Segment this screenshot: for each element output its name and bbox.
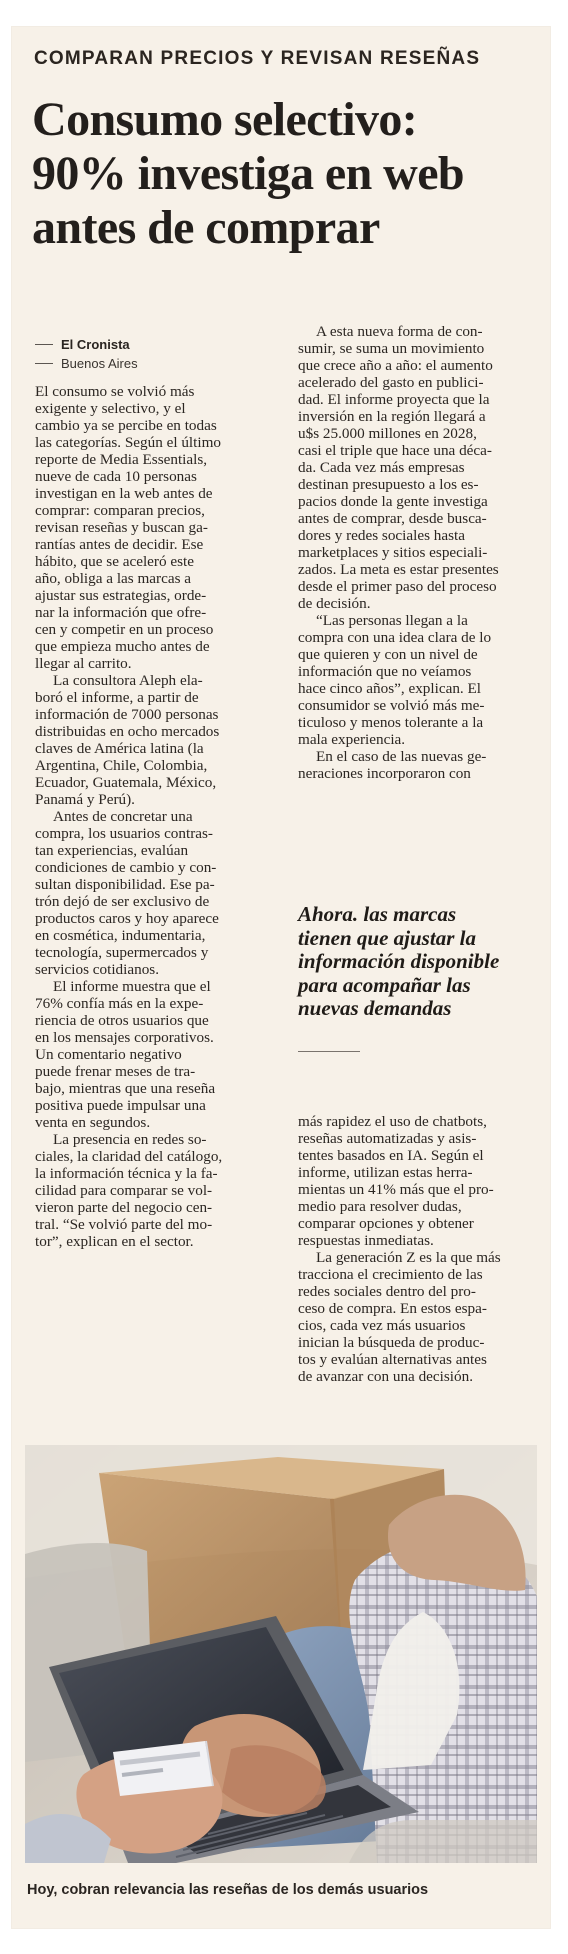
article-line: 76% confía más en la expe- (35, 995, 204, 1012)
location-row (35, 354, 255, 373)
article-line: compra, los usuarios contras- (35, 825, 213, 842)
article-line: llegar al carrito. (35, 655, 132, 672)
article-line: ticuloso y menos tolerante a la (298, 714, 484, 731)
article-line: puede frenar meses de tra- (35, 1063, 196, 1080)
article-line: tor”, explican en el sector. (35, 1233, 194, 1250)
article-line: boró el informe, a partir de (35, 689, 199, 706)
article-line: productos caros y hoy aparece (35, 910, 219, 927)
article-line: las categorías. Según el último (35, 434, 222, 451)
article-line: ajustar sus estrategias, orde- (35, 587, 207, 604)
article-line: marketplaces y sitios especiali- (298, 544, 488, 561)
article-line: cios, cada vez más usuarios (298, 1317, 466, 1334)
article-line: da. Cada vez más empresas (298, 459, 465, 476)
right-column-bottom (298, 1113, 548, 1385)
article-line: zados. La meta es estar presentes (298, 561, 499, 578)
article-line: información de 7000 personas (35, 706, 219, 723)
article-line: Argentina, Chile, Colombia, (35, 757, 208, 774)
article-line: hace cinco años”, explican. El (298, 680, 482, 697)
article-line: tan experiencias, evalúan (35, 842, 189, 859)
article-line: Antes de concretar una (53, 808, 193, 825)
article-line: tral. “Se volvió parte del mo- (35, 1216, 213, 1233)
article-line: El informe muestra que el (53, 978, 211, 995)
article-line: trón dejó de ser exclusivo de (35, 893, 210, 910)
article-line: destinan presupuesto a los es- (298, 476, 479, 493)
article-line: compra con una idea clara de lo (298, 629, 492, 646)
article-line: Un comentario negativo (35, 1046, 182, 1063)
article-line: año, obliga a las marcas a (35, 570, 192, 587)
article-line: exigente y selectivo, y el (35, 400, 186, 417)
pull-quote-line: Ahora. las marcas (298, 902, 457, 926)
article-line: que crece año a año: el aumento (298, 357, 493, 374)
article-line: reporte de Media Essentials, (35, 451, 208, 468)
article-line: de avanzar con una decisión. (298, 1368, 473, 1385)
article-line: en los mensajes corporativos. (35, 1029, 214, 1046)
article-line: nueve de cada 10 personas (35, 468, 197, 485)
article-line: El consumo se volvió más (35, 383, 195, 400)
article-line: casi el triple que hace una déca- (298, 442, 492, 459)
article-line: sultan disponibilidad. Ese pa- (35, 876, 215, 893)
article-line: medio para resolver dudas, (298, 1198, 462, 1215)
pull-quote-line: información disponible (298, 949, 500, 973)
article-line: tracciona el crecimiento de las (298, 1266, 483, 1283)
article-line: Ecuador, Guatemala, México, (35, 774, 217, 791)
article-line: positiva puede impulsar una (35, 1097, 206, 1114)
article-line: que empieza mucho antes de (35, 638, 210, 655)
byline-rule (35, 363, 53, 364)
pull-quote-line: para acompañar las (298, 972, 471, 997)
article-line: Panamá y Perú). (35, 791, 135, 808)
article-line: en cosmética, indumentaria, (35, 927, 206, 944)
article-line: hábito, que se aceleró este (35, 553, 194, 570)
article-line: riencia de otros usuarios que (35, 1012, 209, 1029)
headline-line: antes de comprar (32, 201, 380, 254)
article-line: dores y redes sociales hasta (298, 527, 466, 544)
article-line: dad. El informe proyecta que la (298, 391, 490, 408)
article-line: redes sociales dentro del pro- (298, 1283, 476, 1300)
article-line: revisan reseñas y buscan ga- (35, 519, 208, 536)
article-line: venta en segundos. (35, 1114, 151, 1131)
article-line: la información técnica y la fa- (35, 1165, 218, 1182)
article-line: acelerado del gasto en publici- (298, 374, 484, 391)
article-line: de decisión. (298, 595, 371, 612)
newspaper-clipping (11, 26, 551, 1929)
article-line: ciales, la claridad del catálogo, (35, 1148, 223, 1165)
article-line: tecnología, supermercados y (35, 944, 209, 961)
article-line: antes de comprar, desde busca- (298, 510, 487, 527)
photo-caption: Hoy, cobran relevancia las reseñas de los demás usuarios (27, 1882, 429, 1898)
article-line: inician la búsqueda de produc- (298, 1334, 485, 1351)
headline-line: 90% investiga en web (32, 147, 465, 200)
article-line: que quieren y con un nivel de (298, 646, 478, 663)
article-line: La presencia en redes so- (53, 1131, 207, 1148)
section-kicker: COMPARAN PRECIOS Y REVISAN RESEÑAS (34, 48, 481, 69)
article-line: claves de América latina (la (35, 740, 204, 757)
article-line: consumidor se volvió más me- (298, 697, 485, 714)
article-line: desde el primer paso del proceso (298, 578, 497, 595)
person-with-laptop-image (25, 1445, 537, 1863)
byline-rule (35, 344, 53, 345)
left-column (35, 383, 287, 1250)
pull-quote (298, 903, 540, 1021)
article-line: vieron parte del negocio cen- (35, 1199, 213, 1216)
article-line: informe, utilizan estas herra- (298, 1164, 473, 1181)
article-line: La consultora Aleph ela- (53, 672, 203, 689)
article-line: pacios donde la gente investiga (298, 493, 488, 510)
article-line: En el caso de las nuevas ge- (316, 748, 487, 765)
headline-line: Consumo selectivo: (32, 93, 418, 146)
article-line: mientas un 41% más que el pro- (298, 1181, 494, 1198)
pull-quote-rule (298, 1051, 360, 1052)
article-line: información que no veíamos (298, 663, 472, 680)
article-line: A esta nueva forma de con- (316, 323, 483, 340)
article-line: cen y competir en un proceso (35, 621, 214, 638)
article-line: condiciones de cambio y con- (35, 859, 217, 876)
article-line: sumir, se suma un movimiento (298, 340, 485, 357)
article-line: comprar: comparan precios, (35, 502, 205, 519)
article-line: nar la información que ofre- (35, 604, 207, 621)
article-line: más rapidez el uso de chatbots, (298, 1113, 487, 1130)
author-name: El Cronista (61, 337, 130, 352)
article-line: distribuidas en ocho mercados (35, 723, 220, 740)
article-line: respuestas inmediatas. (298, 1232, 434, 1249)
headline (32, 93, 532, 255)
article-line: u$s 25.000 millones en 2028, (298, 425, 477, 442)
article-line: La generación Z es la que más (316, 1249, 501, 1266)
article-line: neraciones incorporaron con (298, 765, 471, 782)
article-line: cambio ya se percibe en todas (35, 417, 217, 434)
article-line: servicios cotidianos. (35, 961, 160, 978)
pull-quote-line: tienen que ajustar la (298, 925, 476, 950)
article-line: reseñas automatizadas y asis- (298, 1130, 477, 1147)
article-line: “Las personas llegan a la (316, 612, 468, 629)
article-line: tos y evalúan alternativas antes (298, 1351, 487, 1368)
article-line: mala experiencia. (298, 731, 406, 748)
article-line: investigan en la web antes de (35, 485, 213, 502)
article-line: ceso de compra. En estos espa- (298, 1300, 487, 1317)
article-line: tentes basados en IA. Según el (298, 1147, 484, 1164)
byline (35, 335, 255, 373)
location: Buenos Aires (61, 356, 138, 371)
article-line: rantías antes de decidir. Ese (35, 536, 204, 553)
right-column-top (298, 323, 548, 782)
article-line: inversión en la región llegará a (298, 408, 486, 425)
author-row (35, 335, 255, 354)
pull-quote-line: nuevas demandas (298, 996, 452, 1020)
article-line: cilidad para comparar se vol- (35, 1182, 213, 1199)
article-line: comparar opciones y obtener (298, 1215, 474, 1232)
article-photo (25, 1445, 537, 1863)
article-line: bajo, mientras que una reseña (35, 1080, 216, 1097)
